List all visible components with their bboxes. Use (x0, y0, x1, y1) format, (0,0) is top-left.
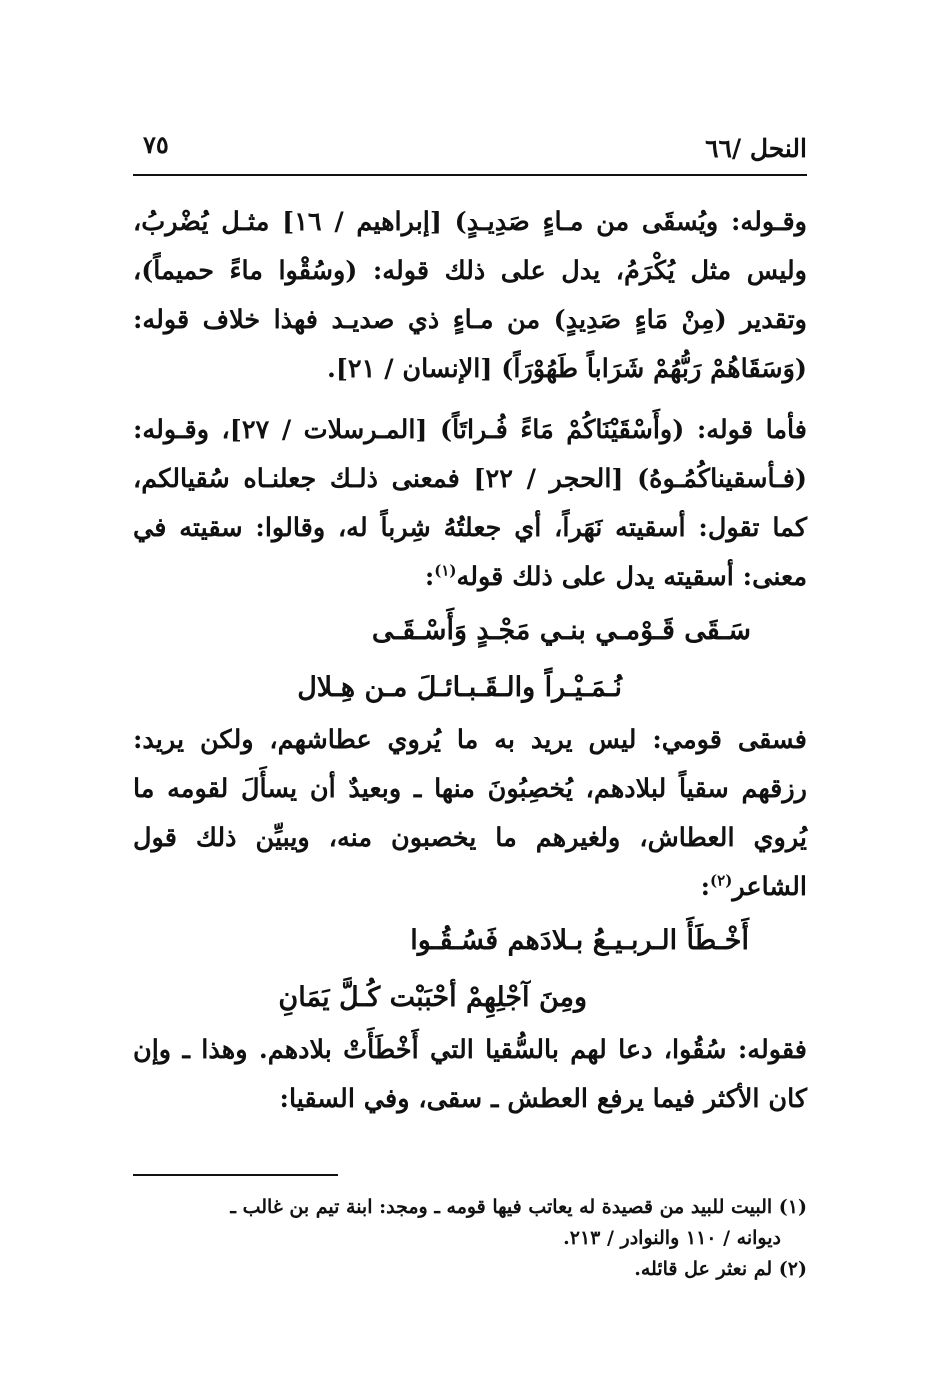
header-rule (133, 174, 807, 176)
page-number: ٧٥ (143, 130, 169, 159)
paragraph-text: فسقى قومي: ليس يريد به ما يُروي عطاشهم، ولكن يريد: رزقهم سقياً لبلادهم، يُخصِبُونَ منها ـ وبعيدٌ أن يسأَلَ لقومه ما يُروي العطاش، ولغيرهم ما يخصبون منه، ويبيِّن ذلك قول الشاعر (133, 725, 807, 902)
footnote-1-continued: ديوانه / ١١٠ والنوادر / ٢١٣. (563, 1227, 781, 1249)
page-header (133, 128, 807, 168)
paragraph (133, 716, 807, 912)
footnotes (133, 1192, 807, 1285)
paragraph (133, 406, 807, 602)
footnote-2: (٢) لم نعثر عل قائله. (634, 1258, 807, 1280)
verse-line: نُـمَـيْـراً والـقَـبـائـلَ مـن هِـلال (297, 672, 622, 703)
verse-line: أَخْـطَأَ الـربـيـعُ بـلادَهم فَسُـقُـوا (410, 925, 749, 956)
footnote-ref: (١) (434, 561, 457, 580)
footnote-1: (١) البيت للبيد من قصيدة له يعاتب فيها قومه ـ ومجد: ابنة تيم بن غالب ـ (230, 1196, 807, 1218)
paragraph-text: : (700, 872, 711, 902)
verse-line: ومِنَ آجْلِهِمْ أحْبَبْت كُـلَّ يَمَانِ (278, 982, 587, 1013)
verse-line: سَـقَى قَـوْمـي بنـي مَجْـدٍ وَأَسْـقَـى (371, 615, 751, 646)
book-page (133, 0, 807, 1383)
running-header: النحل /٦٦ (705, 134, 807, 163)
paragraph: فقوله: سُقُوا، دعا لهم بالسُّقيا التي أَخْطَأَتْ بلادهم. وهذا ـ وإن كان الأكثر فيما يرفع العطش ـ سقى، وفي السقيا: (133, 1035, 807, 1114)
paragraph-gap (133, 394, 807, 406)
paragraph-text: فأما قوله: (وأَسْقَيْنَاكُمْ مَاءً فُـراتَاً) [المـرسلات / ٢٧]، وقـوله: (فـأسقيناكُمُـوهُ) [الحجر / ٢٢] فمعنى ذلـك جعلنـاه سُقيالكم، كما تقول: أسقيته نَهَراً، أي جعلتُهُ شِرباً له، وقالوا: سقيته في معنى: أسقيته يدل على ذلك قوله (133, 415, 807, 592)
footnote-separator (133, 1174, 338, 1176)
footnote-ref: (٢) (710, 871, 733, 890)
main-text (133, 198, 807, 1124)
paragraph: وقـوله: ويُسقَى من مـاءٍ صَدِيـدٍ) [إبراهيم / ١٦] مثـل يُضْربُ، وليس مثل يُكْرَمُ، يدل على ذلك قوله: (وسُقْوا ماءً حميماً)، وتقدير (مِنْ مَاءٍ صَدِيدٍ) من مـاءٍ ذي صديـد فهذا خلاف قوله: (وَسَقَاهُمْ رَبُّهُمْ شَرَاباً طَهُوْرَاً) [الإنسان / ٢١]. (133, 207, 807, 384)
paragraph-text: : (424, 562, 435, 592)
